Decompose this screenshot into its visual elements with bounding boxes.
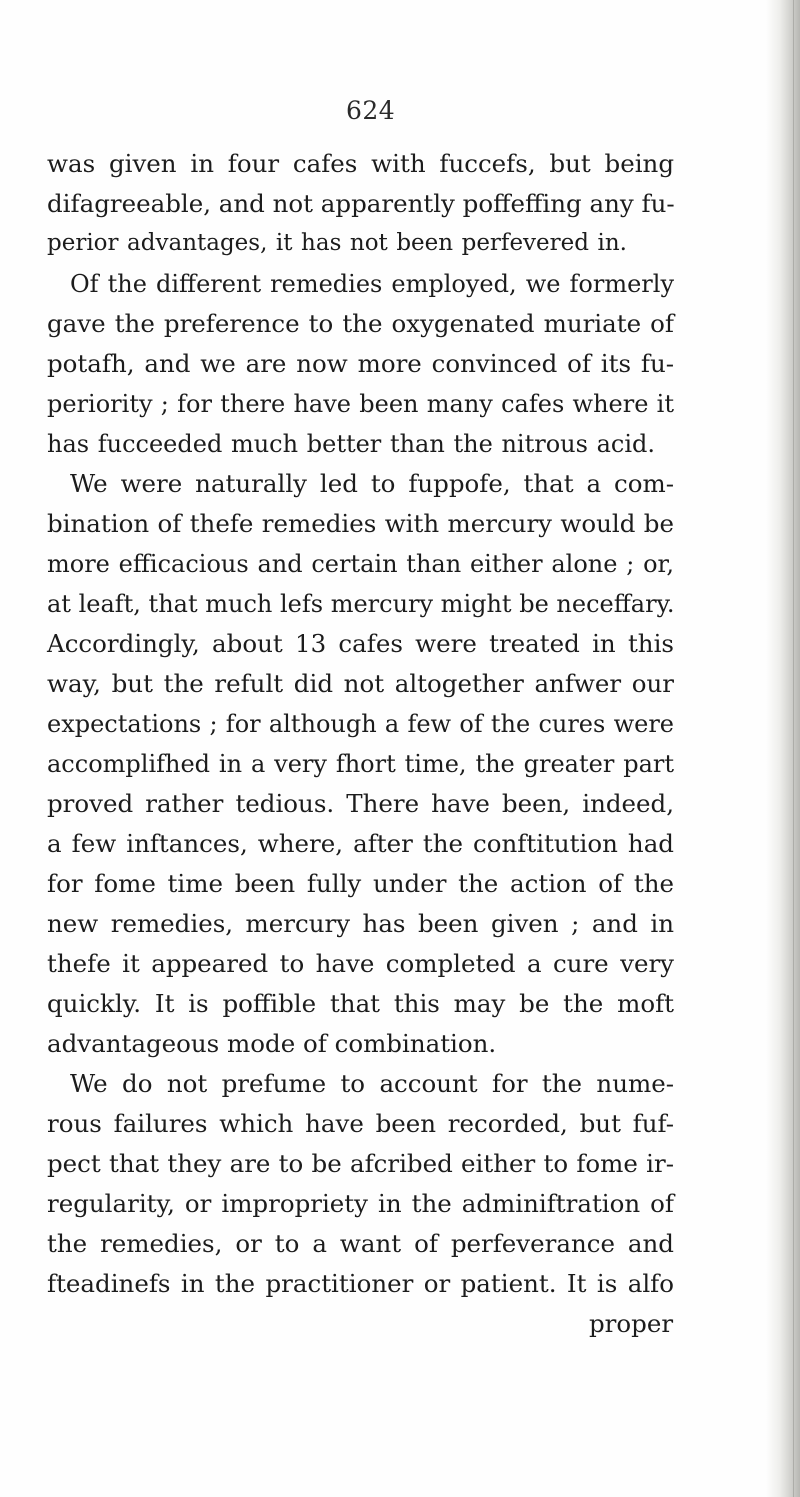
text-line: potafh, and we are now more convinced of its fu- [47,349,674,378]
text-line: periority ; for there have been many cafes where it [47,390,674,418]
text-line: way, but the refult did not altogether anfwer our [47,669,674,698]
text-line: has fucceeded much better than the nitrous acid. [47,430,655,458]
text-line: bination of thefe remedies with mercury would be [47,509,674,538]
text-line: fteadinefs in the practitioner or patient. It is alfo [47,1269,674,1298]
text-line: advantageous mode of combination. [47,1029,497,1058]
text-line: proved rather tedious. There have been, indeed, [47,789,674,818]
text-line: for fome time been fully under the action of the [47,869,674,898]
text-line: thefe it appeared to have completed a cure very [47,949,674,978]
text-line: We were naturally led to fuppofe, that a com- [70,469,674,498]
text-line: We do not prefume to account for the nume- [70,1069,674,1098]
page-number: 624 [346,96,396,125]
catchword: proper [589,1309,674,1338]
text-line: new remedies, mercury has been given ; and in [47,909,674,938]
text-line: expectations ; for although a few of the cures were [47,710,674,738]
text-line: regularity, or impropriety in the adminiftration of [47,1189,674,1218]
text-line: quickly. It is poffible that this may be the moft [47,989,674,1018]
text-line: more efficacious and certain than either alone ; or, [47,550,674,578]
text-line: Of the different remedies employed, we formerly [70,270,674,298]
text-line: was given in four cafes with fuccefs, but being [47,149,674,178]
text-line: pect that they are to be afcribed either to fome ir- [47,1149,674,1178]
text-line: a few inftances, where, after the conftitution had [47,829,674,858]
text-line: difagreeable, and not apparently poffeffing any fu- [47,189,675,218]
text-line: rous failures which have been recorded, but fuf- [47,1109,674,1138]
text-line: gave the preference to the oxygenated muriate of [47,309,674,338]
text-line: the remedies, or to a want of perfeverance and [47,1229,674,1258]
text-line: perior advantages, it has not been perfevered in. [47,230,627,256]
text-line: at leaft, that much lefs mercury might be neceffary. [47,590,675,618]
text-line: accomplifhed in a very fhort time, the greater part [47,750,674,778]
text-line: Accordingly, about 13 cafes were treated in this [47,629,674,658]
